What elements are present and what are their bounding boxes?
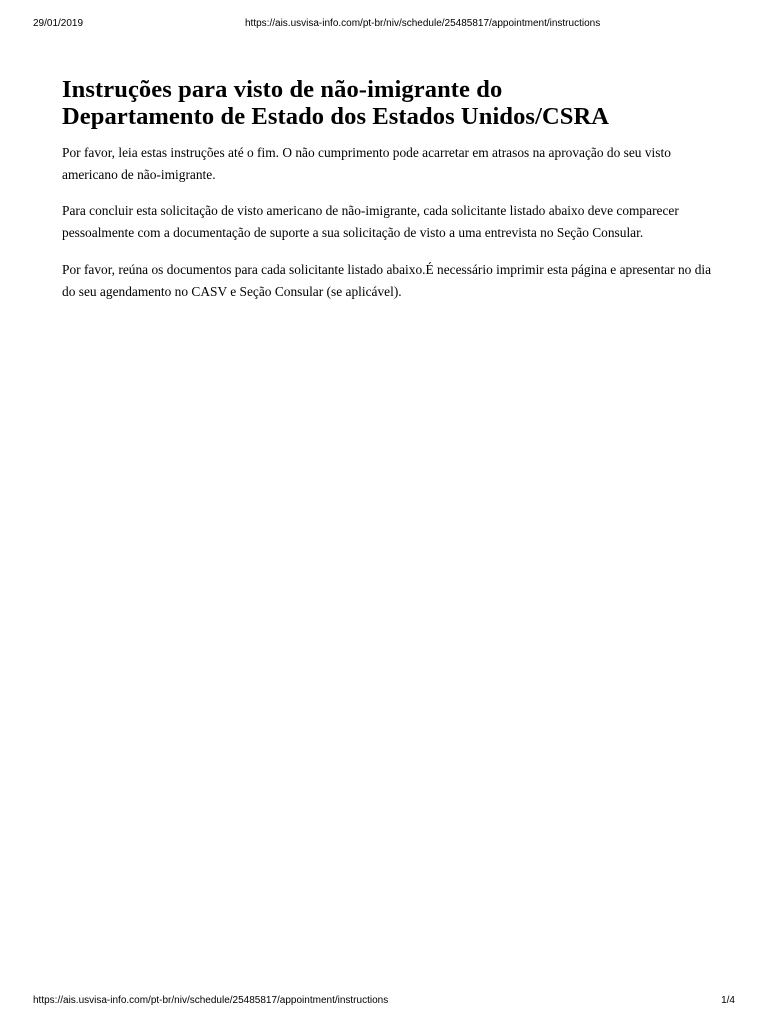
print-header (33, 17, 735, 31)
page-title-line-2: Departamento de Estado dos Estados Unidos/CSRA (62, 103, 610, 130)
print-date: 29/01/2019 (33, 18, 84, 29)
instructions-paragraph-2: Para concluir esta solicitação de visto americano de não-imigrante, cada solicitante listado abaixo deve comparecer pessoalmente com a documentação de suporte a sua solicitação de visto a uma entrevista no Seção Consular. (62, 203, 679, 240)
page-indicator: 1/4 (721, 995, 735, 1006)
page-title-line-1: Instruções para visto de não-imigrante do (62, 76, 503, 103)
instructions-paragraph-3: Por favor, reúna os documentos para cada solicitante listado abaixo.É necessário imprimir esta página e apresentar no dia do seu agendamento no CASV e Seção Consular (se aplicável). (62, 262, 712, 299)
print-url: https://ais.usvisa-info.com/pt-br/niv/schedule/25485817/appointment/instructions (245, 18, 601, 29)
page-title (62, 76, 712, 130)
footer-url: https://ais.usvisa-info.com/pt-br/niv/schedule/25485817/appointment/instructions (33, 995, 389, 1006)
page-content (62, 76, 712, 303)
instructions-paragraph-1: Por favor, leia estas instruções até o fim. O não cumprimento pode acarretar em atrasos na aprovação do seu visto americano de não-imigrante. (62, 145, 671, 182)
print-footer (33, 994, 735, 1008)
